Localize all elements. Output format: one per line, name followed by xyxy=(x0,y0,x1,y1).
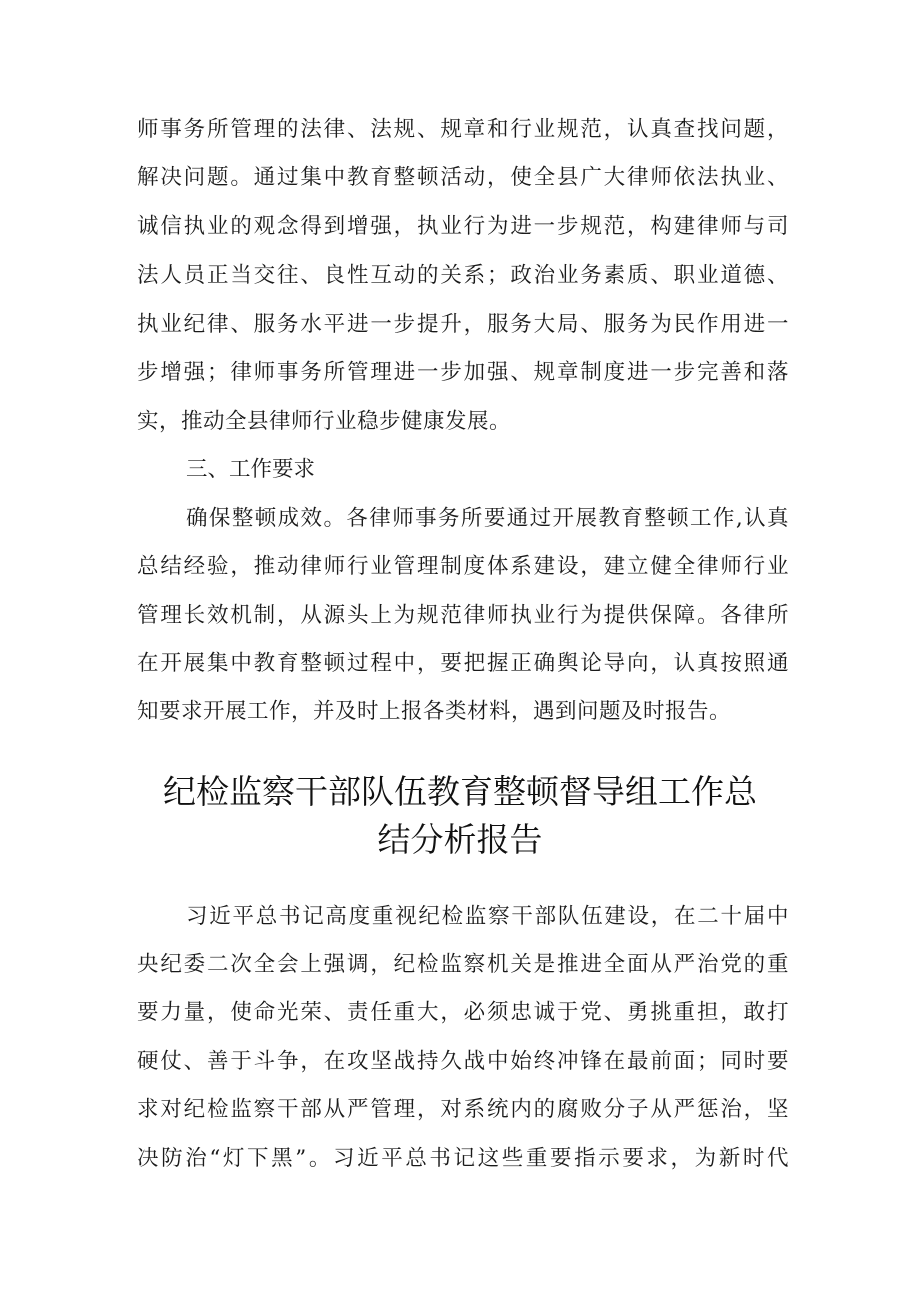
paragraph-line: 管理长效机制，从源头上为规范律师执业行为提供保障。各律所 xyxy=(137,603,789,628)
paragraph-line: 在开展集中教育整顿过程中，要把握正确舆论导向，认真按照通 xyxy=(137,651,789,676)
paragraph-line: 总结经验，推动律师行业管理制度体系建设，建立健全律师行业 xyxy=(137,554,789,579)
paragraph-line: 央纪委二次全会上强调，纪检监察机关是推进全面从严治党的重 xyxy=(137,952,789,977)
paragraph-line: 法人员正当交往、良性互动的关系；政治业务素质、职业道德、 xyxy=(137,263,789,288)
paragraph-line: 硬仗、善于斗争，在攻坚战持久战中始终冲锋在最前面；同时要 xyxy=(137,1049,789,1074)
paragraph-line: 诚信执业的观念得到增强，执业行为进一步规范，构建律师与司 xyxy=(137,214,789,239)
paragraph-line: 习近平总书记高度重视纪检监察干部队伍建设，在二十届中 xyxy=(186,904,789,929)
paragraph-line: 执业纪律、服务水平进一步提升，服务大局、服务为民作用进一 xyxy=(137,312,789,337)
paragraph-line: 决防治“灯下黑”。习近平总书记这些重要指示要求，为新时代 xyxy=(137,1146,789,1171)
report-title-line1: 纪检监察干部队伍教育整顿督导组工作总 xyxy=(163,772,757,811)
paragraph-line: 确保整顿成效。各律师事务所要通过开展教育整顿工作,认真 xyxy=(186,506,789,531)
paragraph-line: 要力量，使命光荣、责任重大，必须忠诚于党、勇挑重担，敢打 xyxy=(137,1000,789,1025)
paragraph-line: 求对纪检监察干部从严管理，对系统内的腐败分子从严惩治，坚 xyxy=(137,1097,789,1122)
report-title-line2: 结分析报告 xyxy=(377,820,543,859)
paragraph-line: 解决问题。通过集中教育整顿活动，使全县广大律师依法执业、 xyxy=(137,165,789,190)
section-heading: 三、工作要求 xyxy=(186,457,316,482)
paragraph-line: 步增强；律师事务所管理进一步加强、规章制度进一步完善和落 xyxy=(137,360,789,385)
paragraph-line: 知要求开展工作，并及时上报各类材料，遇到问题及时报告。 xyxy=(137,699,732,724)
paragraph-line: 师事务所管理的法律、法规、规章和行业规范，认真查找问题， xyxy=(137,117,789,142)
paragraph-line: 实，推动全县律师行业稳步健康发展。 xyxy=(137,409,512,434)
